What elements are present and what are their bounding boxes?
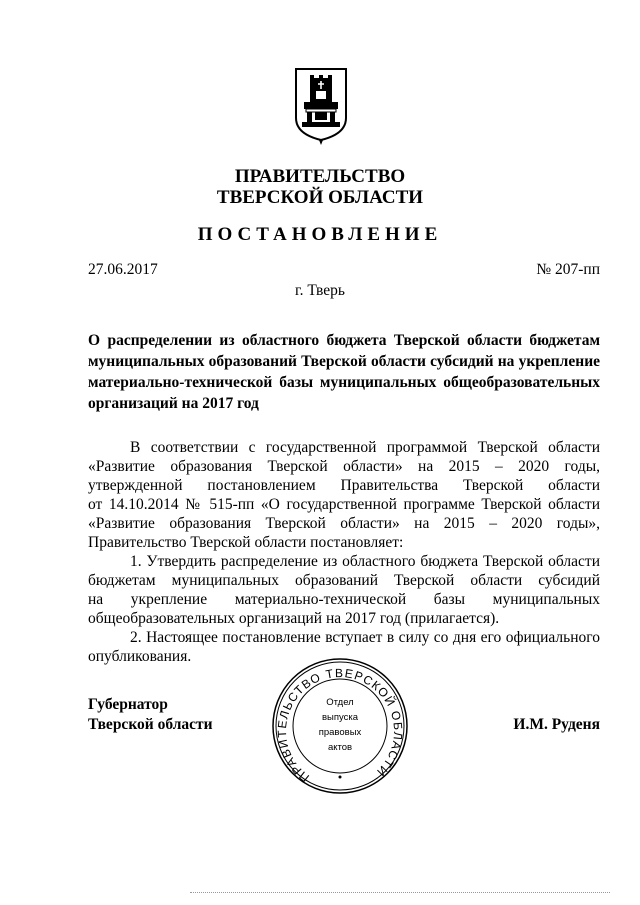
title-line: материально-технической базы муниципальных общеобразовательных <box>88 374 600 391</box>
body-line: на укрепление материально-технической базы муниципальных <box>88 591 600 608</box>
stamp-text-line: правовых <box>318 727 362 738</box>
body-line: утвержденной постановлением Правительства Тверской области <box>88 477 600 494</box>
stamp-ring-text: ПРАВИТЕЛЬСТВО ТВЕРСКОЙ ОБЛАСТИ <box>274 666 406 785</box>
title-line: О распределении из областного бюджета Тверской области бюджетам <box>88 332 600 349</box>
official-stamp <box>270 656 410 796</box>
body-line: В соответствии с государственной программой Тверской области <box>130 439 600 456</box>
bottom-divider <box>190 892 610 893</box>
stamp-text-line: выпуска <box>321 712 359 723</box>
document-type: ПОСТАНОВЛЕНИЕ <box>197 224 443 245</box>
body-line: «Развитие образования Тверской области» на 2015 – 2020 годы», <box>88 515 600 532</box>
organization-name-line2: ТВЕРСКОЙ ОБЛАСТИ <box>216 187 424 208</box>
document-number: № 207-пп <box>536 261 600 278</box>
body-line: Правительство Тверской области постановляет: <box>88 534 404 551</box>
document-city: г. Тверь <box>295 282 345 299</box>
stamp-text-line: Отдел <box>326 697 354 708</box>
body-line: опубликования. <box>88 648 192 665</box>
stamp-text-line: актов <box>327 742 353 753</box>
signatory-name: И.М. Руденя <box>513 716 600 733</box>
body-line: от 14.10.2014 № 515-пп «О государственной программе Тверской области <box>88 496 600 513</box>
title-line: муниципальных образований Тверской области субсидий на укрепление <box>88 353 600 370</box>
body-line: 1. Утвердить распределение из областного бюджета Тверской области <box>130 553 600 570</box>
body-line: 2. Настоящее постановление вступает в силу со дня его официального <box>130 629 600 646</box>
signatory-position-line1: Губернатор <box>88 696 168 713</box>
body-line: общеобразовательных организаций на 2017 год (прилагается). <box>88 610 500 627</box>
coat-of-arms-emblem <box>293 66 349 146</box>
title-line: организаций на 2017 год <box>88 395 259 412</box>
body-line: «Развитие образования Тверской области» на 2015 – 2020 годы, <box>88 458 600 475</box>
body-line: бюджетам муниципальных образований Тверской области субсидий <box>88 572 600 589</box>
organization-name-line1: ПРАВИТЕЛЬСТВО <box>234 166 406 187</box>
document-date: 27.06.2017 <box>88 261 158 278</box>
signatory-position-line2: Тверской области <box>88 716 213 733</box>
